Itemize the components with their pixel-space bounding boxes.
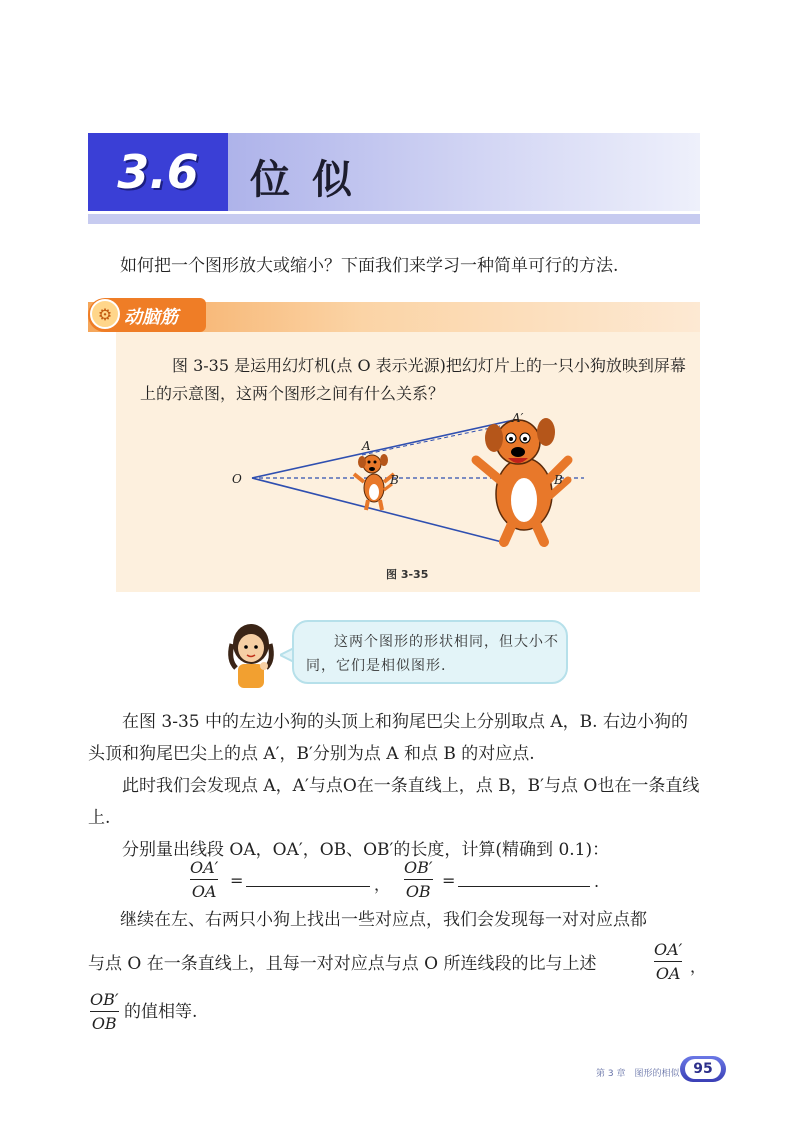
- label-point-A: A: [362, 439, 371, 453]
- fraction-numerator: OB′: [90, 990, 119, 1009]
- small-dog: [354, 454, 394, 510]
- section-divider: [88, 214, 700, 224]
- label-point-B: B: [390, 473, 399, 487]
- section-number: 3.6: [88, 133, 228, 211]
- paragraph-1: 在图 3-35 中的左边小狗的头顶上和狗尾巴尖上分别取点 A，B. 右边小狗的头顶和狗尾巴尖上的点 A′，B′分别为点 A 和点 B 的对应点.: [88, 712, 688, 764]
- paragraph-4-line-1: 继续在左、右两只小狗上找出一些对应点，我们会发现每一对对应点都: [120, 910, 647, 930]
- figure-3-35: [116, 400, 700, 560]
- inline-fraction-OA-prime-over-OA: [654, 940, 682, 983]
- comma-after-fraction: ，: [690, 957, 707, 976]
- page-number: 95: [685, 1059, 721, 1079]
- page-number-badge: [680, 1056, 726, 1082]
- inline-fraction-OB-prime-over-OB: [90, 990, 119, 1033]
- period: .: [594, 872, 600, 891]
- equals-sign-1: =: [230, 871, 244, 890]
- paragraph-4-tail: 的值相等.: [124, 1002, 198, 1022]
- think-label: 动脑筋: [124, 307, 178, 328]
- fraction-denominator: OA: [655, 964, 681, 984]
- paragraph-3: 分别量出线段 OA，OA′，OB、OB′的长度，计算(精确到 0.1)：: [122, 840, 610, 860]
- comma-separator: ，: [374, 875, 391, 894]
- answer-blank-1[interactable]: [246, 886, 370, 887]
- footer-chapter-label: 第 3 章 图形的相似: [596, 1069, 680, 1079]
- fraction-numerator: OB′: [404, 858, 433, 877]
- fraction-numerator: OA′: [654, 940, 683, 959]
- section-title: 位似: [250, 156, 374, 203]
- fraction-OA-prime-over-OA: [190, 858, 218, 901]
- label-point-O: O: [232, 472, 242, 486]
- think-text: 图 3-35 是运用幻灯机(点 O 表示光源)把幻灯片上的一只小狗放映到屏幕上的示意图，这两个图形之间有什么关系？: [140, 356, 686, 403]
- answer-blank-2[interactable]: [458, 886, 590, 887]
- girl-avatar: [224, 620, 278, 690]
- paragraph-4-line-2: 与点 O 在一条直线上，且每一对对应点与点 O 所连线段的比与上述: [88, 954, 597, 974]
- line-AA-prime: [362, 426, 500, 455]
- fraction-denominator: OB: [405, 882, 431, 902]
- fraction-OB-prime-over-OB: [404, 858, 433, 901]
- fraction-denominator: OA: [191, 882, 217, 902]
- figure-caption: 图 3-35: [386, 568, 429, 581]
- label-point-B-prime: B: [554, 473, 563, 487]
- gears-icon: ⚙: [90, 299, 120, 329]
- intro-paragraph: 如何把一个图形放大或缩小？下面我们来学习一种简单可行的方法.: [120, 256, 619, 276]
- label-point-A-prime: A′: [512, 411, 524, 425]
- fraction-denominator: OB: [91, 1014, 117, 1034]
- fraction-numerator: OA′: [190, 858, 219, 877]
- equals-sign-2: =: [442, 871, 456, 890]
- speech-text: 这两个图形的形状相同，但大小不同，它们是相似图形.: [306, 634, 559, 674]
- paragraph-2: 此时我们会发现点 A，A′与点O在一条直线上，点 B，B′与点 O也在一条直线上.: [88, 776, 700, 828]
- line-OA-prime: [252, 420, 514, 478]
